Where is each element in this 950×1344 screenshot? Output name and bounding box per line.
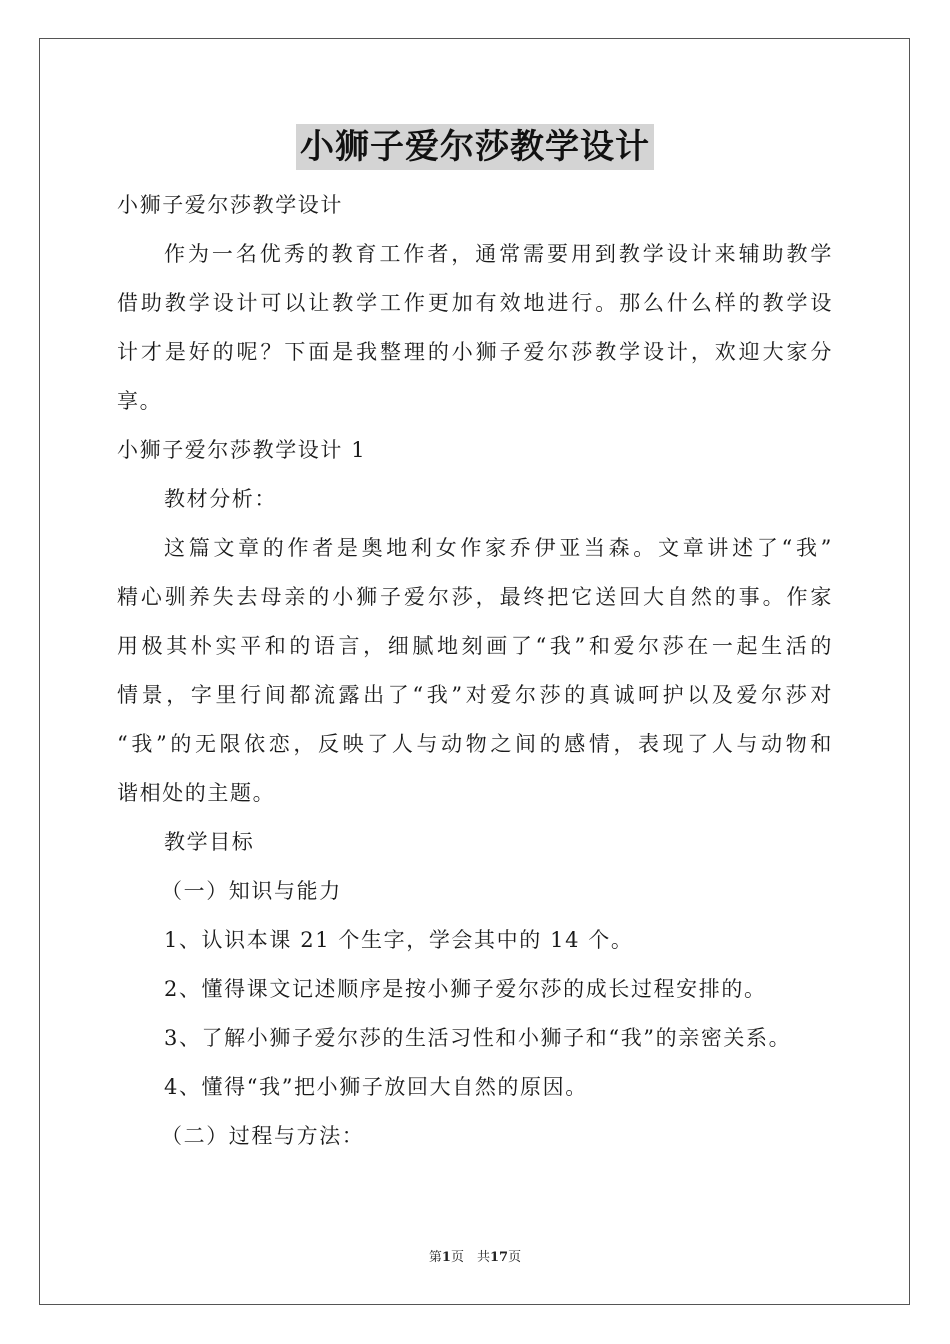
section-heading: 小狮子爱尔莎教学设计 1	[117, 438, 367, 462]
subsection-heading: （一）知识与能力	[161, 879, 342, 903]
footer-suffix: 页	[508, 1250, 522, 1265]
list-item: 2、懂得课文记述顺序是按小狮子爱尔莎的成长过程安排的。	[164, 977, 767, 1001]
footer-page-total: 17	[489, 1250, 509, 1265]
list-item: 4、懂得“我”把小狮子放回大自然的原因。	[164, 1075, 588, 1099]
paragraph-line: 谐相处的主题。	[117, 781, 276, 805]
list-item: 1、认识本课 21 个生字，学会其中的 14 个。	[164, 928, 634, 952]
paragraph-line: 用极其朴实平和的语言，细腻地刻画了“我”和爱尔莎在一起生活的	[117, 634, 833, 658]
document-body	[117, 181, 833, 1161]
subtitle: 小狮子爱尔莎教学设计	[117, 193, 343, 217]
list-item: 3、了解小狮子爱尔莎的生活习性和小狮子和“我”的亲密关系。	[164, 1026, 792, 1050]
paragraph-line: 情景，字里行间都流露出了“我”对爱尔莎的真诚呵护以及爱尔莎对	[117, 683, 833, 707]
footer-prefix: 第	[428, 1250, 442, 1265]
paragraph-line: 精心驯养失去母亲的小狮子爱尔莎，最终把它送回大自然的事。作家	[117, 585, 833, 609]
subsection-heading: 教学目标	[164, 830, 255, 854]
document-title: 小狮子爱尔莎教学设计	[296, 124, 654, 170]
paragraph-line: 借助教学设计可以让教学工作更加有效地进行。那么什么样的教学设	[117, 291, 833, 315]
paragraph-line: 计才是好的呢？下面是我整理的小狮子爱尔莎教学设计，欢迎大家分	[117, 340, 833, 364]
footer-page-number: 1	[441, 1250, 451, 1265]
paragraph-line: 作为一名优秀的教育工作者，通常需要用到教学设计来辅助教学	[164, 242, 833, 266]
paragraph-line: “我”的无限依恋，反映了人与动物之间的感情，表现了人与动物和	[117, 732, 833, 756]
page-footer	[0, 1246, 950, 1265]
footer-mid: 页 共	[450, 1250, 490, 1265]
paragraph-line: 享。	[117, 389, 163, 413]
paragraph-line: 这篇文章的作者是奥地利女作家乔伊亚当森。文章讲述了“我”	[164, 536, 833, 560]
subsection-heading: 教材分析：	[164, 487, 277, 511]
subsection-heading: （二）过程与方法：	[161, 1124, 365, 1148]
title-wrap	[0, 124, 950, 170]
